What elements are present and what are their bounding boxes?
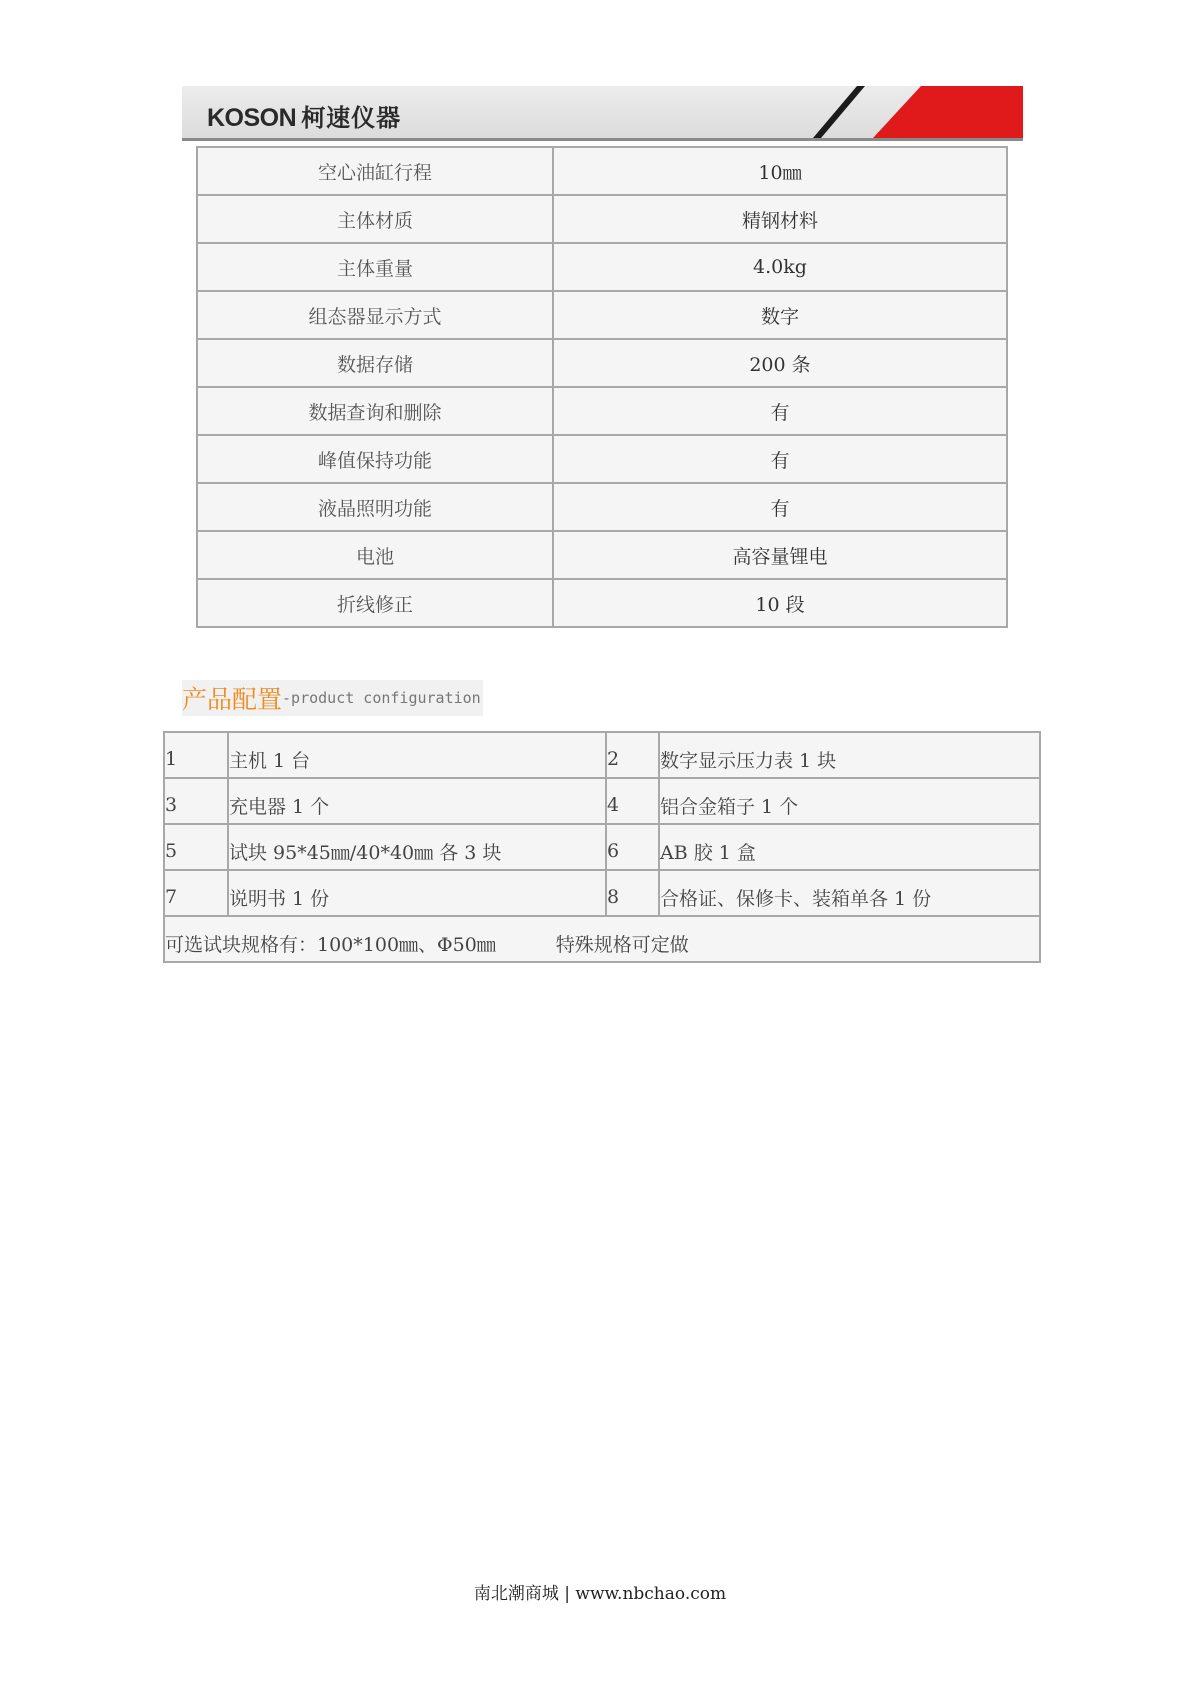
config-item: AB 胶 1 盒 (659, 824, 1040, 870)
table-row (197, 339, 1007, 387)
banner-black-stripe (813, 86, 873, 138)
table-row (164, 824, 1040, 870)
koson-logo (207, 98, 401, 133)
table-row (197, 291, 1007, 339)
spec-name: 空心油缸行程 (197, 147, 553, 195)
spec-value: 数字 (553, 291, 1007, 339)
config-item: 试块 95*45㎜/40*40㎜ 各 3 块 (228, 824, 606, 870)
logo-latin: KOSON (207, 104, 297, 132)
spec-value: 10 段 (553, 579, 1007, 627)
spec-table (196, 146, 1008, 628)
table-row (197, 387, 1007, 435)
config-number: 1 (164, 732, 228, 778)
banner-red-block (873, 86, 1023, 138)
spec-value: 高容量锂电 (553, 531, 1007, 579)
config-item: 充电器 1 个 (228, 778, 606, 824)
section-heading-en: -product configuration (282, 689, 481, 707)
header-banner (182, 86, 1023, 141)
spec-name: 组态器显示方式 (197, 291, 553, 339)
spec-name: 折线修正 (197, 579, 553, 627)
table-row (197, 483, 1007, 531)
section-heading-cn: 产品配置 (182, 685, 283, 714)
config-note-right: 特殊规格可定做 (555, 933, 689, 956)
spec-value: 200 条 (553, 339, 1007, 387)
spec-name: 数据查询和删除 (197, 387, 553, 435)
spec-value: 4.0kg (553, 243, 1007, 291)
config-number: 5 (164, 824, 228, 870)
table-row (197, 435, 1007, 483)
table-row (164, 916, 1040, 962)
table-row (197, 147, 1007, 195)
config-number: 7 (164, 870, 228, 916)
config-number: 3 (164, 778, 228, 824)
config-number: 4 (606, 778, 659, 824)
spec-value: 有 (553, 435, 1007, 483)
config-number: 8 (606, 870, 659, 916)
table-row (164, 778, 1040, 824)
config-table (163, 731, 1041, 963)
spec-value: 有 (553, 387, 1007, 435)
section-heading-product-configuration (182, 680, 483, 716)
logo-cn: 柯速仪器 (301, 104, 402, 132)
spec-name: 峰值保持功能 (197, 435, 553, 483)
table-row (197, 531, 1007, 579)
table-row (197, 579, 1007, 627)
spec-name: 液晶照明功能 (197, 483, 553, 531)
table-row (164, 732, 1040, 778)
config-item: 说明书 1 份 (228, 870, 606, 916)
config-number: 6 (606, 824, 659, 870)
table-row (197, 243, 1007, 291)
spec-name: 主体材质 (197, 195, 553, 243)
table-row (164, 870, 1040, 916)
config-item: 主机 1 台 (228, 732, 606, 778)
page-footer: 南北潮商城 | www.nbchao.com (473, 1584, 727, 1604)
config-item: 铝合金箱子 1 个 (659, 778, 1040, 824)
table-row (197, 195, 1007, 243)
spec-name: 主体重量 (197, 243, 553, 291)
config-note (164, 916, 1040, 962)
config-item: 数字显示压力表 1 块 (659, 732, 1040, 778)
config-number: 2 (606, 732, 659, 778)
spec-value: 10㎜ (553, 147, 1007, 195)
spec-value: 有 (553, 483, 1007, 531)
spec-name: 电池 (197, 531, 553, 579)
spec-value: 精钢材料 (553, 195, 1007, 243)
spec-name: 数据存储 (197, 339, 553, 387)
config-note-left: 可选试块规格有：100*100㎜、Φ50㎜ (165, 933, 496, 956)
config-item: 合格证、保修卡、装箱单各 1 份 (659, 870, 1040, 916)
